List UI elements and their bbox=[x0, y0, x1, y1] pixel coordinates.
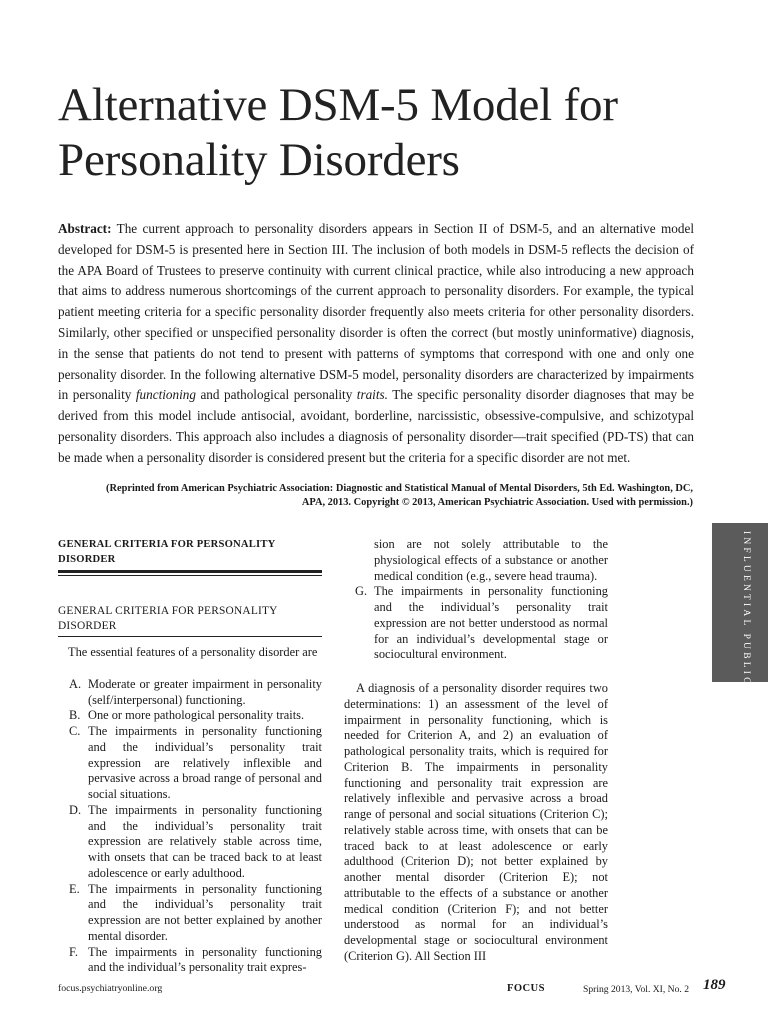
criterion-f bbox=[58, 945, 322, 977]
abstract bbox=[58, 219, 694, 469]
footer-url: focus.psychiatryonline.org bbox=[58, 983, 163, 994]
criterion-marker: C. bbox=[69, 724, 81, 738]
footer-journal: FOCUS bbox=[507, 983, 545, 994]
criterion-text: The impairments in personality functioning and the individual’s personality trait expres- bbox=[88, 944, 322, 975]
criterion-marker: D. bbox=[69, 802, 82, 817]
body-paragraph: A diagnosis of a personality disorder requires two determinations: 1) an assessment of the level of impairment in personality functioning, which is needed for Criterion A, and 2) an evaluation of pathological personality traits, which is required for Criterion B. The impairments in personality functioning and personality trait expression are relatively inflexible and pervasive across a broad range of personal and social situations (Criterion C); relatively stable across time, with onsets that can be traced back to at least adolescence or early adulthood (Criterion D); not better explained by another mental disorder (Criterion E); not attributable to the effects of a substance or another medical condition (Criterion F); and not better understood as normal for an individual’s developmental stage or sociocultural environment (Criterion G). All Section III bbox=[344, 681, 608, 963]
criterion-marker: G. bbox=[355, 584, 368, 599]
criterion-marker: E. bbox=[69, 881, 80, 896]
left-column bbox=[58, 537, 322, 976]
criterion-marker: A. bbox=[69, 676, 82, 691]
subsection-heading: GENERAL CRITERIA FOR PERSONALITY DISORDER bbox=[58, 604, 322, 637]
heading-rule bbox=[58, 575, 322, 576]
right-column bbox=[344, 537, 608, 965]
criterion-e bbox=[58, 882, 322, 945]
abstract-text-1: The current approach to personality disorders appears in Section II of DSM-5, and an alternative model developed for DSM-5 is presented here in Section III. The inclusion of both models in DSM-5 reflects the decision of the APA Board of Trustees to preserve continuity with current clinical practice, while also introducing a new approach that aims to address numerous shortcomings of the current approach to personality disorders. For example, the typical patient meeting criteria for a specific personality disorder frequently also meets criteria for other personality disorders. Similarly, other specified or unspecified personality disorder is often the correct (but mostly uninformative) diagnosis, in the sense that patients do not tend to present with patterns of symptoms that correspond with one and only one personality disorder. In the following alternative DSM-5 model, personality disorders are characterized by impairments in personality bbox=[58, 221, 694, 403]
abstract-text-2: and pathological personality bbox=[195, 387, 357, 403]
page-number: 189 bbox=[703, 977, 726, 993]
criterion-text: The impairments in personality functioning and the individual’s personality trait expression are not better explained by another mental disorder. bbox=[88, 881, 322, 943]
abstract-emphasis-functioning: functioning bbox=[135, 387, 196, 403]
criterion-marker: B. bbox=[69, 708, 81, 723]
criteria-intro: The essential features of a personality disorder are bbox=[68, 645, 318, 659]
criterion-marker: F. bbox=[69, 944, 78, 959]
footer-issue: Spring 2013, Vol. XI, No. 2 bbox=[583, 984, 689, 995]
criterion-f-continued: sion are not solely attributable to the physiological effects of a substance or another medical condition (e.g., severe head trauma). bbox=[374, 537, 608, 583]
criterion-a bbox=[58, 677, 322, 709]
abstract-label: Abstract: bbox=[58, 221, 112, 236]
criterion-d bbox=[58, 803, 322, 882]
criterion-c bbox=[58, 724, 322, 803]
abstract-emphasis-traits: traits. bbox=[356, 387, 388, 403]
criterion-text: The impairments in personality functioning and the individual’s personality trait expression are relatively stable across time, with onsets that can be traced back to at least adolescence or early adulthood. bbox=[88, 802, 322, 880]
side-tab-label: INFLUENTIAL PUBLICATIONS bbox=[741, 531, 751, 740]
reprint-note: (Reprinted from American Psychiatric Association: Diagnostic and Statistical Manual of Mental Disorders, 5th Ed. Washington, DC, APA, 2013. Copyright © 2013, American Psychiatric Association. Used with permission.) bbox=[106, 483, 693, 508]
criterion-text: The impairments in personality functioning and the individual’s personality trait expression are relatively inflexible and pervasive across a broad range of personal and social situations. bbox=[88, 724, 322, 801]
criterion-text: One or more pathological personality traits. bbox=[88, 708, 305, 723]
article-title: Alternative DSM-5 Model for Personality Disorders bbox=[58, 79, 618, 186]
criterion-text: The impairments in personality functioning and the individual’s personality trait expression are not better understood as normal for an individual’s developmental stage or sociocultural environment. bbox=[374, 584, 608, 662]
criterion-b bbox=[58, 708, 322, 724]
criteria-list bbox=[58, 677, 322, 976]
section-heading: GENERAL CRITERIA FOR PERSONALITY DISORDER bbox=[58, 537, 322, 573]
section-side-tab bbox=[712, 523, 768, 740]
criterion-g bbox=[344, 584, 608, 663]
abstract-text-3: The specific personality disorder diagnoses that may be derived from this model include antisocial, avoidant, borderline, narcissistic, obsessive-compulsive, and schizotypal personality disorders. This approach also includes a diagnosis of personality disorder—trait specified (PD-TS) that can be made when a personality disorder is considered present but the criteria for a specific disorder are not met. bbox=[58, 387, 695, 465]
criterion-text: Moderate or greater impairment in personality (self/interpersonal) functioning. bbox=[88, 676, 322, 707]
criteria-list-continued bbox=[344, 584, 608, 663]
